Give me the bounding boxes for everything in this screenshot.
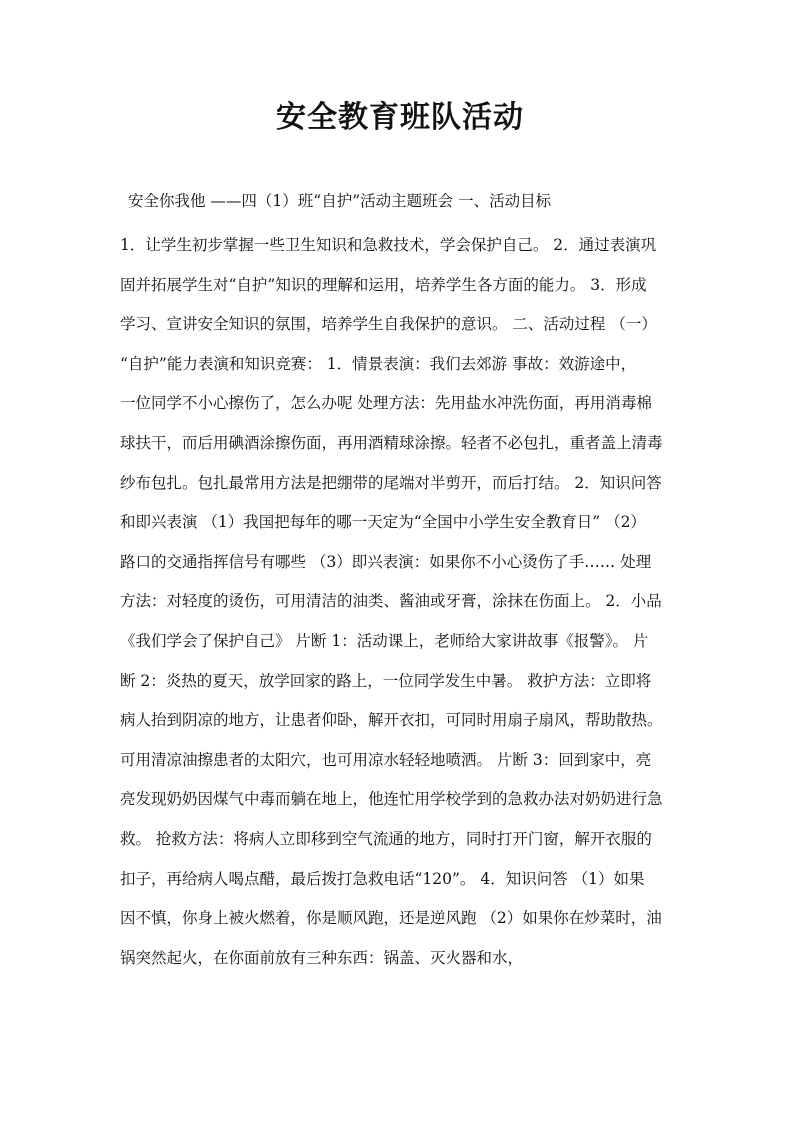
body-line: 断 2：炎热的夏天，放学回家的路上，一位同学发生中暑。 救护方法：立即将 [120, 671, 652, 690]
body-line: 1．让学生初步掌握一些卫生知识和急救技术，学会保护自己。 2．通过表演巩 [120, 236, 657, 254]
body-line: 和即兴表演 （1）我国把每年的哪一天定为“全国中小学生安全教育日” （2） [120, 513, 646, 532]
body-line: 固并拓展学生对“自护”知识的理解和运用，培养学生各方面的能力。 3．形成 [120, 275, 647, 294]
body-line: 方法：对轻度的烫伤，可用清洁的油类、酱油或牙膏，涂抹在伤面上。 2．小品 [120, 592, 662, 611]
page-title: 安全教育班队活动 [276, 100, 524, 135]
body-paragraph [120, 226, 680, 978]
body-line: 学习、宣讲安全知识的氛围，培养学生自我保护的意识。 二、活动过程 （一） [120, 315, 657, 334]
body-line: 救。 抢救方法：将病人立即移到空气流通的地方，同时打开门窗，解开衣服的 [120, 829, 652, 848]
body-line: 《我们学会了保护自己》 片断 1：活动课上，老师给大家讲故事《报警》。 片 [120, 631, 649, 650]
body-line: 因不慎，你身上被火燃着，你是顺风跑，还是逆风跑 （2）如果你在炒菜时，油 [120, 909, 662, 928]
body-line: 球扶干，而后用碘酒涂擦伤面，再用酒精球涂擦。轻者不必包扎，重者盖上清毒 [120, 433, 663, 452]
body-line: 锅突然起火，在你面前放有三种东西：锅盖、灭火器和水， [120, 948, 524, 967]
document-subtitle: 安全你我他 ——四（1）班“自护”活动主题班会 一、活动目标 [128, 192, 552, 210]
body-line: 可用清凉油擦患者的太阳穴，也可用凉水轻轻地喷洒。 片断 3：回到家中，亮 [120, 750, 652, 769]
body-line: 路口的交通指挥信号有哪些 （3）即兴表演：如果你不小心烫伤了手…… 处理 [120, 552, 652, 571]
body-line: 纱布包扎。包扎最常用方法是把绷带的尾端对半剪开，而后打结。 2．知识问答 [120, 473, 662, 492]
body-line: 一位同学不小心擦伤了，怎么办呢 处理方法：先用盐水冲洗伤面，再用消毒棉 [120, 394, 652, 413]
body-line: “自护”能力表演和知识竞赛： 1．情景表演：我们去郊游 事故：效游途中， [120, 354, 637, 373]
body-line: 亮发现奶奶因煤气中毒而躺在地上，他连忙用学校学到的急救办法对奶奶进行急 [120, 790, 663, 809]
body-line: 病人抬到阴凉的地方，让患者仰卧，解开衣扣，可同时用扇子扇风，帮助散热。 [120, 711, 663, 730]
body-line: 扣子，再给病人喝点醋，最后拨打急救电话“120”。 4．知识问答 （1）如果 [120, 869, 645, 888]
